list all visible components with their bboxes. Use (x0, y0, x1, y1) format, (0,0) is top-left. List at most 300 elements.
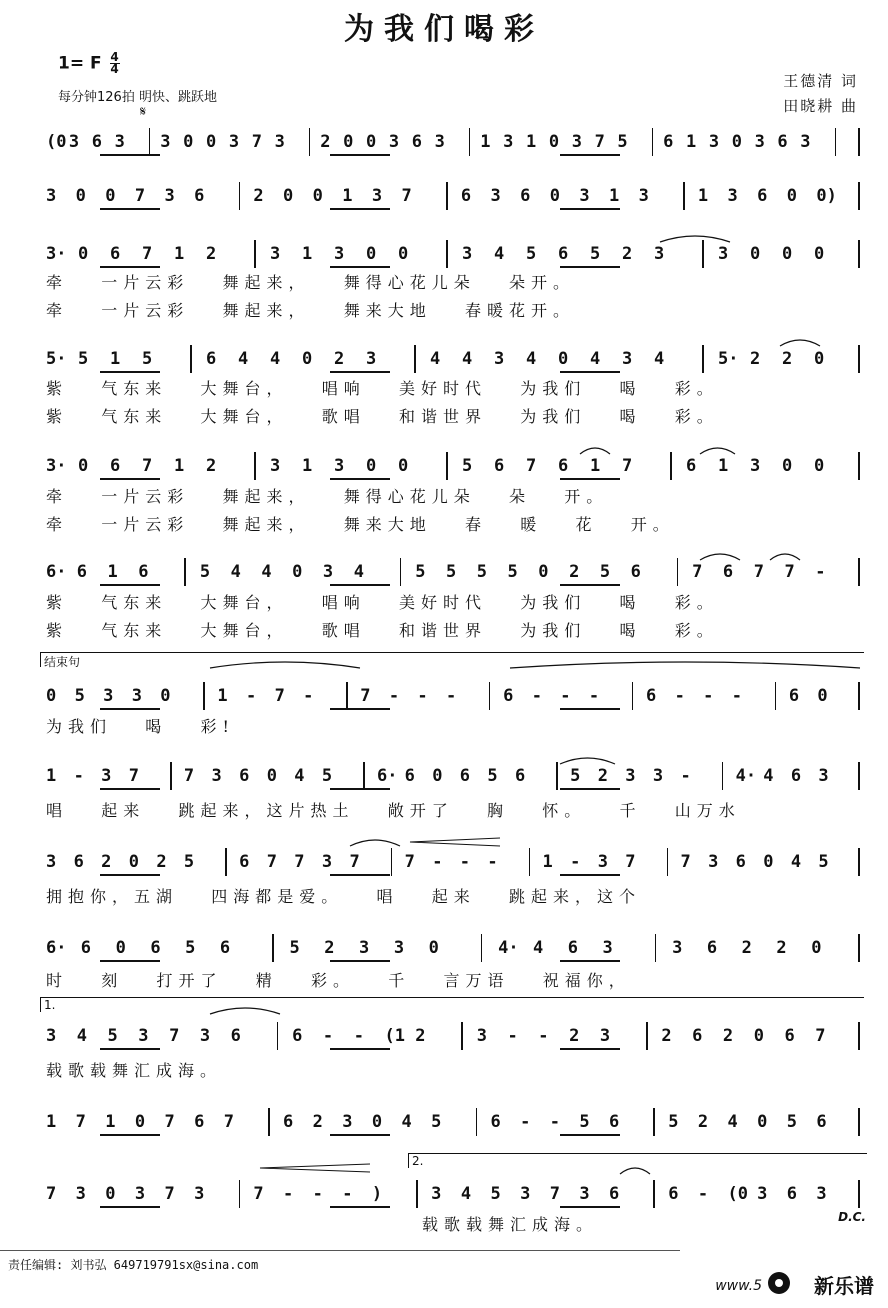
note: 2 (206, 456, 217, 476)
note: 7 (75, 1112, 86, 1132)
note: 1 (718, 456, 729, 476)
slur (620, 1168, 650, 1174)
note: 7 (164, 1184, 175, 1204)
note: 5 (507, 562, 518, 582)
note: 6 (460, 186, 472, 206)
segno-icon: 𝄋 (140, 104, 147, 120)
brand-name: 新乐谱 (814, 1274, 874, 1298)
note: 7 (251, 132, 262, 152)
note: 7 (266, 852, 277, 872)
note: - (674, 686, 685, 706)
note: 3 (194, 1184, 205, 1204)
note: 3 (164, 186, 175, 206)
note: 0 (292, 562, 303, 582)
note: 0 (757, 1112, 768, 1132)
note: 6 (686, 456, 697, 476)
note: - (588, 686, 600, 706)
note: 3 (602, 938, 613, 958)
note: 6 (757, 186, 768, 206)
tempo-marking: 每分钟126拍 明快、跳跃地 (58, 90, 217, 105)
note: - (697, 1184, 709, 1204)
note: 0) (816, 186, 837, 206)
slur (660, 236, 730, 242)
note: - (312, 1184, 323, 1204)
note: 3 (727, 186, 738, 206)
note: 4 (460, 1184, 472, 1204)
note: 0 (398, 456, 409, 476)
note: 3 (672, 938, 683, 958)
note: 6 (722, 562, 734, 582)
note: 6 (558, 244, 569, 264)
note: 3 (434, 132, 445, 152)
note: 3 (708, 132, 720, 152)
note: - (731, 686, 742, 706)
note: 6 (138, 562, 149, 582)
note: - (680, 766, 691, 786)
note: 6· (46, 562, 67, 582)
lyric-text: 载歌载舞汇成海。 (422, 1215, 599, 1234)
slur (580, 448, 610, 454)
note: 1 (46, 1112, 57, 1132)
lyric-text: 牵 一片云彩 舞起来， 舞来大地 春暖花开。 (46, 301, 576, 320)
note: - (322, 1026, 334, 1046)
slur (210, 1008, 280, 1014)
note: 0 (115, 938, 126, 958)
note: 6 (73, 852, 84, 872)
note: 2 (741, 938, 752, 958)
note: 0 (46, 686, 57, 706)
note: 3 (160, 132, 171, 152)
note: 0 (160, 686, 171, 706)
note: 0 (814, 349, 825, 369)
note: 2 (415, 1026, 426, 1046)
note: 7 (401, 186, 412, 206)
note: 7 (404, 852, 415, 872)
note: 4 (654, 349, 665, 369)
note: 3 (462, 244, 473, 264)
note: 3 (393, 938, 405, 958)
note: 0 (78, 244, 89, 264)
note: 7 (223, 1112, 235, 1132)
note: 6 (283, 1112, 294, 1132)
note: 3 (579, 1184, 590, 1204)
note: 4 (238, 349, 249, 369)
note: 1 (217, 686, 228, 706)
composer-credit: 田晓耕 曲 (783, 97, 858, 115)
note: 6 (110, 244, 121, 264)
note: 7 (294, 852, 305, 872)
note: - (388, 686, 400, 706)
note: 6 (692, 1026, 703, 1046)
note: 0 (343, 132, 354, 152)
note: 4 (261, 562, 272, 582)
note: 6· (46, 938, 67, 958)
note: 2 (206, 244, 217, 264)
time-denominator: 4 (110, 62, 119, 76)
note: 7 (128, 766, 139, 786)
note: 5 (415, 562, 426, 582)
note: 7 (46, 1184, 57, 1204)
note: 5 (487, 766, 498, 786)
note: 2 (569, 562, 580, 582)
note: 3 (322, 562, 334, 582)
note: 3 (199, 1026, 211, 1046)
note: 6 (786, 1184, 797, 1204)
dc-marking: D.C. (838, 1210, 866, 1224)
note: 6 (150, 938, 161, 958)
note: 0 (183, 132, 194, 152)
note: 5 (668, 1112, 679, 1132)
note: 7 (360, 686, 371, 706)
note: 3 (103, 686, 114, 706)
note: 6 (784, 1026, 795, 1046)
note: 6 (239, 766, 250, 786)
note: 0 (558, 349, 569, 369)
volta-2-label: 2. (412, 1154, 424, 1168)
note: - (549, 1112, 560, 1132)
note: 7 (680, 852, 691, 872)
note: 6 (503, 686, 514, 706)
note: 0 (817, 686, 828, 706)
lyricist-credit: 王德清 词 (783, 72, 858, 90)
note: 7 (253, 1184, 264, 1204)
note: 4 (294, 766, 305, 786)
note: 5 (446, 562, 457, 582)
note: 1 (110, 349, 121, 369)
note: 1 (302, 244, 313, 264)
note: 6 (608, 1184, 620, 1204)
note: 2 (622, 244, 633, 264)
note: 5 (818, 852, 829, 872)
note: 0 (763, 852, 774, 872)
lyric-text: 紫 气东来 大舞台， 歌唱 和谐世界 为我们 喝 彩。 (46, 407, 719, 426)
note: - (570, 852, 581, 872)
slur (510, 662, 860, 668)
note: 3 (494, 349, 505, 369)
note: 6 (91, 132, 102, 152)
note: 3 (654, 244, 665, 264)
note: 5 (185, 938, 196, 958)
note: 3 (274, 132, 285, 152)
lyric-text: 拥抱你，五湖 四海都是爱。 唱 起来 跳起来，这个 (46, 887, 642, 906)
note: 3 (321, 852, 333, 872)
note: 3 (114, 132, 125, 152)
note: - (815, 562, 826, 582)
note: 3 (342, 1112, 353, 1132)
note: 3 (138, 1026, 149, 1046)
note: 3 (334, 244, 345, 264)
note: (1 (384, 1026, 405, 1046)
note: 4 (590, 349, 601, 369)
note: 3 (366, 349, 377, 369)
note: - (703, 686, 714, 706)
hairpin (260, 1164, 370, 1172)
note: 4 (462, 349, 473, 369)
note: 0 (538, 562, 549, 582)
note: 1 (342, 186, 353, 206)
note: 4 (230, 562, 241, 582)
note: 0 (549, 186, 560, 206)
note: 3 (134, 1184, 146, 1204)
time-numerator: 4 (110, 50, 119, 64)
note: 0 (134, 1112, 146, 1132)
note: 3 (68, 132, 80, 152)
note: 3 (388, 132, 400, 152)
note: 6 (292, 1026, 303, 1046)
note: 6 (514, 766, 526, 786)
song-title: 为我们喝彩 (344, 12, 544, 47)
note: 7 (134, 186, 146, 206)
note: 3 (579, 186, 590, 206)
note: 6 (194, 1112, 205, 1132)
note: 3 (270, 244, 281, 264)
note: 7 (594, 132, 605, 152)
note: 6 (219, 938, 231, 958)
note: 0 (366, 244, 377, 264)
note: 5 (617, 132, 628, 152)
slur (700, 554, 740, 560)
slur (780, 340, 820, 346)
note: 0 (366, 132, 377, 152)
note: 3 (334, 456, 345, 476)
note: 6 (646, 686, 657, 706)
note: - (417, 686, 428, 706)
note: 2 (597, 766, 608, 786)
note: 0 (432, 766, 443, 786)
note: 2 (334, 349, 345, 369)
note: 2 (320, 132, 331, 152)
note: 7 (169, 1026, 180, 1046)
note: 6 (110, 456, 121, 476)
note: 0 (128, 852, 139, 872)
note: 4 (401, 1112, 412, 1132)
note: 3 (750, 456, 761, 476)
note: 1 (107, 562, 118, 582)
note: 6 (494, 456, 505, 476)
note: 2 (697, 1112, 709, 1132)
note: 3 (131, 686, 142, 706)
note: 1 (590, 456, 601, 476)
note: 7 (815, 1026, 826, 1046)
note: 6 (567, 938, 578, 958)
note: 3 (431, 1184, 442, 1204)
note: 4 (790, 852, 802, 872)
note: 5 (289, 938, 300, 958)
volta-1-label: 1. (44, 998, 56, 1012)
note: 0 (366, 456, 377, 476)
note: 0 (753, 1026, 764, 1046)
note: 5 (183, 852, 195, 872)
key-text: 1= F (58, 53, 102, 74)
note: - (432, 852, 443, 872)
note: 3 (757, 1184, 768, 1204)
note: 6 (80, 938, 92, 958)
note: 3 (816, 1184, 827, 1204)
note: 5 (579, 1112, 590, 1132)
note: 5 (490, 1184, 501, 1204)
note: 0 (283, 186, 294, 206)
note: 4· (735, 766, 757, 786)
note: 6 (404, 766, 415, 786)
note: 5· (718, 349, 739, 369)
note: - (342, 1184, 353, 1204)
note: 3 (754, 132, 765, 152)
note: 1 (542, 852, 553, 872)
note: 5 (78, 349, 89, 369)
note: 3 (46, 186, 57, 206)
lyric-text: 紫 气东来 大舞台， 唱响 美好时代 为我们 喝 彩。 (46, 593, 719, 612)
note: 5 (526, 244, 537, 264)
note: - (560, 686, 571, 706)
note: 4 (76, 1026, 88, 1046)
note: 2 (312, 1112, 323, 1132)
note: 6 (706, 938, 718, 958)
note: 4 (727, 1112, 738, 1132)
note: 2 (722, 1026, 734, 1046)
slur (350, 840, 400, 846)
note: 3 (371, 186, 383, 206)
note: 7 (142, 456, 153, 476)
note: 6 (630, 562, 641, 582)
note: 0 (371, 1112, 383, 1132)
note: 1 (174, 456, 185, 476)
note: 2 (782, 349, 793, 369)
note: 3 (800, 132, 811, 152)
note: - (283, 1184, 294, 1204)
note: 7 (142, 244, 153, 264)
note: 5 (74, 686, 85, 706)
note: 3 (503, 132, 514, 152)
lyric-text: 牵 一片云彩 舞起来， 舞来大地 春 暖 花 开。 (46, 515, 675, 534)
note: 3 (599, 1026, 611, 1046)
ending-phrase-label: 结束句 (44, 655, 81, 669)
slur (700, 448, 735, 454)
note: 4 (430, 349, 441, 369)
note: 4· (498, 938, 519, 958)
note: 0 (312, 186, 323, 206)
lyric-text: 紫 气东来 大舞台， 歌唱 和谐世界 为我们 喝 彩。 (46, 621, 719, 640)
note: 2 (253, 186, 264, 206)
note: - (487, 852, 498, 872)
note: 0 (206, 132, 217, 152)
note: 5 (476, 562, 488, 582)
note: 3 (622, 349, 633, 369)
note: - (459, 852, 471, 872)
note: 6 (668, 1184, 679, 1204)
note: 7 (274, 686, 285, 706)
note: 0 (428, 938, 439, 958)
note: 6 (206, 349, 217, 369)
note: 4 (763, 766, 774, 786)
note: 3 (75, 1184, 86, 1204)
note: 3 (597, 852, 608, 872)
note: 2 (661, 1026, 672, 1046)
note: 5 (199, 562, 211, 582)
slur (210, 662, 360, 668)
note: 1 (697, 186, 709, 206)
note: 2 (156, 852, 167, 872)
note: 6 (790, 766, 802, 786)
note: 1 (105, 1112, 116, 1132)
note: 1 (480, 132, 491, 152)
note: 7 (622, 456, 633, 476)
lyric-text: 时 刻 打开了 精 彩。 千 言万语 祝福你， (46, 971, 631, 990)
note: 6 (558, 456, 569, 476)
note: 6 (663, 132, 674, 152)
note: 6 (194, 186, 205, 206)
note: 3 (46, 1026, 57, 1046)
note: 3 (476, 1026, 488, 1046)
note: 6 (608, 1112, 620, 1132)
note: 7 (784, 562, 795, 582)
lyric-text: 唱 起来 跳起来，这片热土 敞开了 胸 怀。 千 山万水 (46, 801, 741, 820)
note: 5 (462, 456, 473, 476)
note: 6 (459, 766, 471, 786)
note: 3 (818, 766, 829, 786)
note: 2 (324, 938, 335, 958)
note: 7 (164, 1112, 175, 1132)
note: 0 (814, 244, 825, 264)
note: 6 (788, 686, 800, 706)
note: 0 (811, 938, 822, 958)
note: 4 (353, 562, 364, 582)
note: 6 (230, 1026, 241, 1046)
note: 3 (718, 244, 729, 264)
note: - (507, 1026, 518, 1046)
note: 3 (638, 186, 649, 206)
note: 0 (78, 456, 89, 476)
hairpin (410, 838, 500, 846)
note: 5 (590, 244, 601, 264)
note: 1 (302, 456, 313, 476)
note: 7 (753, 562, 764, 582)
slur (770, 554, 800, 560)
note: ) (371, 1184, 383, 1204)
note: 3 (101, 766, 112, 786)
note: 3 (46, 852, 57, 872)
note: - (303, 686, 314, 706)
note: 6 (777, 132, 788, 152)
note: 6· (377, 766, 398, 786)
note: 6 (520, 186, 531, 206)
note: 7 (549, 1184, 560, 1204)
note: 6 (735, 852, 746, 872)
note: 4 (526, 349, 537, 369)
note: 6 (411, 132, 422, 152)
note: 0 (782, 456, 793, 476)
note: 2 (750, 349, 761, 369)
note: 3 (228, 132, 240, 152)
lyric-text: 载歌载舞汇成海。 (46, 1061, 223, 1080)
note: 5 (107, 1026, 118, 1046)
note: (0 (727, 1184, 748, 1204)
note: 0 (398, 244, 409, 264)
note: 0 (548, 132, 560, 152)
note: 3 (490, 186, 501, 206)
note: 0 (782, 244, 793, 264)
note: 0 (786, 186, 797, 206)
note: 6 (490, 1112, 501, 1132)
note: (0 (46, 132, 67, 152)
note: 1 (174, 244, 185, 264)
note: - (538, 1026, 549, 1046)
note: 0 (75, 186, 86, 206)
note: 3 (652, 766, 664, 786)
note: 0 (266, 766, 277, 786)
note: 0 (814, 456, 825, 476)
note: 3 (520, 1184, 531, 1204)
note: 5 (570, 766, 581, 786)
